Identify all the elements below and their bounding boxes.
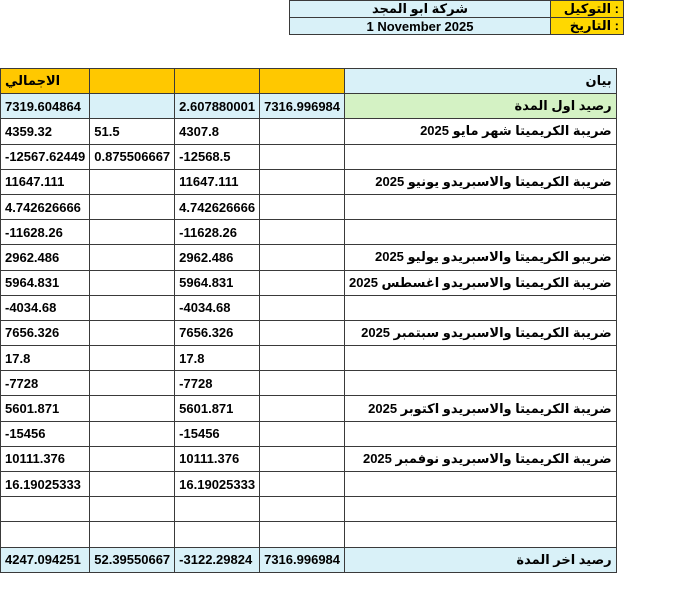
cell-total: 4.742626666 xyxy=(1,194,90,219)
table-row xyxy=(1,396,617,421)
header-box xyxy=(289,0,624,35)
table-row xyxy=(1,144,617,169)
cell-total: 17.8 xyxy=(1,346,90,371)
agent-label: التوكيل : xyxy=(551,1,624,18)
cell-col-3 xyxy=(90,446,175,471)
cell-col-1 xyxy=(260,245,345,270)
cell-col-2: 2.607880001 xyxy=(175,94,260,119)
cell-col-1 xyxy=(260,320,345,345)
cell-description xyxy=(345,144,617,169)
cell-col-2 xyxy=(175,497,260,522)
cell-col-3: 51.5 xyxy=(90,119,175,144)
header-col-3 xyxy=(90,69,175,94)
cell-col-2 xyxy=(175,522,260,547)
cell-col-2: -7728 xyxy=(175,371,260,396)
table-row xyxy=(1,421,617,446)
cell-col-1 xyxy=(260,119,345,144)
cell-col-1 xyxy=(260,421,345,446)
cell-description xyxy=(345,522,617,547)
cell-col-1 xyxy=(260,144,345,169)
cell-total: 4247.094251 xyxy=(1,547,90,572)
cell-description: رصيد اخر المدة xyxy=(345,547,617,572)
cell-col-3 xyxy=(90,396,175,421)
cell-col-2: 11647.111 xyxy=(175,169,260,194)
cell-total xyxy=(1,497,90,522)
table-row xyxy=(1,270,617,295)
cell-col-3 xyxy=(90,320,175,345)
cell-description: ضريبة الكريميتا والاسبريدو يونيو 2025 xyxy=(345,169,617,194)
cell-col-2: 5964.831 xyxy=(175,270,260,295)
table-row xyxy=(1,220,617,245)
cell-col-3: 52.39550667 xyxy=(90,547,175,572)
statement-table xyxy=(0,68,617,573)
cell-description xyxy=(345,220,617,245)
table-row xyxy=(1,346,617,371)
cell-description xyxy=(345,421,617,446)
table-row xyxy=(1,522,617,547)
cell-col-2: -4034.68 xyxy=(175,295,260,320)
table-header-row xyxy=(1,69,617,94)
cell-description: ضريبة الكريميتا والاسبريدو اغسطس 2025 xyxy=(345,270,617,295)
table-row xyxy=(1,295,617,320)
cell-description xyxy=(345,194,617,219)
cell-col-2: -3122.29824 xyxy=(175,547,260,572)
opening-balance-row xyxy=(1,94,617,119)
cell-description: رصيد اول المدة xyxy=(345,94,617,119)
cell-description xyxy=(345,295,617,320)
closing-balance-row xyxy=(1,547,617,572)
header-col-1 xyxy=(260,69,345,94)
cell-col-3 xyxy=(90,94,175,119)
cell-col-3 xyxy=(90,295,175,320)
cell-col-3: 0.875506667 xyxy=(90,144,175,169)
table-row xyxy=(1,371,617,396)
cell-total: -12567.62449 xyxy=(1,144,90,169)
cell-col-3 xyxy=(90,346,175,371)
cell-col-2: 2962.486 xyxy=(175,245,260,270)
cell-total: 11647.111 xyxy=(1,169,90,194)
cell-total: 2962.486 xyxy=(1,245,90,270)
header-description: بيان xyxy=(345,69,617,94)
cell-description: ضريبة الكريميتا والاسبريدو نوفمبر 2025 xyxy=(345,446,617,471)
cell-col-1 xyxy=(260,472,345,497)
cell-col-1 xyxy=(260,346,345,371)
cell-col-3 xyxy=(90,220,175,245)
cell-col-1 xyxy=(260,396,345,421)
cell-col-2: 4307.8 xyxy=(175,119,260,144)
cell-total: 7656.326 xyxy=(1,320,90,345)
cell-col-3 xyxy=(90,421,175,446)
cell-description: ضريبة الكريميتا والاسبريدو اكتوبر 2025 xyxy=(345,396,617,421)
table-row xyxy=(1,194,617,219)
cell-col-2: 4.742626666 xyxy=(175,194,260,219)
cell-total xyxy=(1,522,90,547)
cell-col-3 xyxy=(90,371,175,396)
table-row xyxy=(1,446,617,471)
cell-total: 10111.376 xyxy=(1,446,90,471)
cell-col-2: 7656.326 xyxy=(175,320,260,345)
cell-col-1 xyxy=(260,194,345,219)
table-row xyxy=(1,497,617,522)
cell-total: -15456 xyxy=(1,421,90,446)
cell-col-2: -11628.26 xyxy=(175,220,260,245)
cell-col-3 xyxy=(90,194,175,219)
cell-description xyxy=(345,472,617,497)
cell-description xyxy=(345,346,617,371)
cell-col-1: 7316.996984 xyxy=(260,94,345,119)
date-value: 1 November 2025 xyxy=(290,18,551,35)
cell-total: 7319.604864 xyxy=(1,94,90,119)
cell-col-2: -12568.5 xyxy=(175,144,260,169)
cell-total: 5964.831 xyxy=(1,270,90,295)
header-col-2 xyxy=(175,69,260,94)
table-row xyxy=(1,245,617,270)
cell-col-2: 16.19025333 xyxy=(175,472,260,497)
cell-col-3 xyxy=(90,472,175,497)
cell-total: -4034.68 xyxy=(1,295,90,320)
date-label: التاريخ : xyxy=(551,18,624,35)
header-total: الاجمالي xyxy=(1,69,90,94)
table-row xyxy=(1,320,617,345)
cell-total: 4359.32 xyxy=(1,119,90,144)
cell-col-1 xyxy=(260,295,345,320)
cell-col-3 xyxy=(90,270,175,295)
cell-col-3 xyxy=(90,245,175,270)
cell-col-2: 17.8 xyxy=(175,346,260,371)
cell-col-1 xyxy=(260,270,345,295)
table-row xyxy=(1,169,617,194)
cell-col-1 xyxy=(260,371,345,396)
cell-col-1: 7316.996984 xyxy=(260,547,345,572)
cell-total: -11628.26 xyxy=(1,220,90,245)
cell-col-1 xyxy=(260,169,345,194)
cell-col-3 xyxy=(90,522,175,547)
agent-value: شركة ابو المجد xyxy=(290,1,551,18)
cell-description: ضريبة الكريميتا والاسبريدو سبتمبر 2025 xyxy=(345,320,617,345)
cell-col-2: -15456 xyxy=(175,421,260,446)
cell-col-2: 5601.871 xyxy=(175,396,260,421)
cell-description xyxy=(345,497,617,522)
cell-col-3 xyxy=(90,497,175,522)
cell-description: ضريبو الكريميتا والاسبريدو يوليو 2025 xyxy=(345,245,617,270)
cell-description xyxy=(345,371,617,396)
table-row xyxy=(1,472,617,497)
cell-total: 16.19025333 xyxy=(1,472,90,497)
cell-col-1 xyxy=(260,497,345,522)
cell-total: 5601.871 xyxy=(1,396,90,421)
cell-col-1 xyxy=(260,522,345,547)
table-row xyxy=(1,119,617,144)
cell-col-3 xyxy=(90,169,175,194)
cell-col-1 xyxy=(260,446,345,471)
cell-total: -7728 xyxy=(1,371,90,396)
cell-col-2: 10111.376 xyxy=(175,446,260,471)
cell-col-1 xyxy=(260,220,345,245)
cell-description: ضريبة الكريميتا شهر مايو 2025 xyxy=(345,119,617,144)
